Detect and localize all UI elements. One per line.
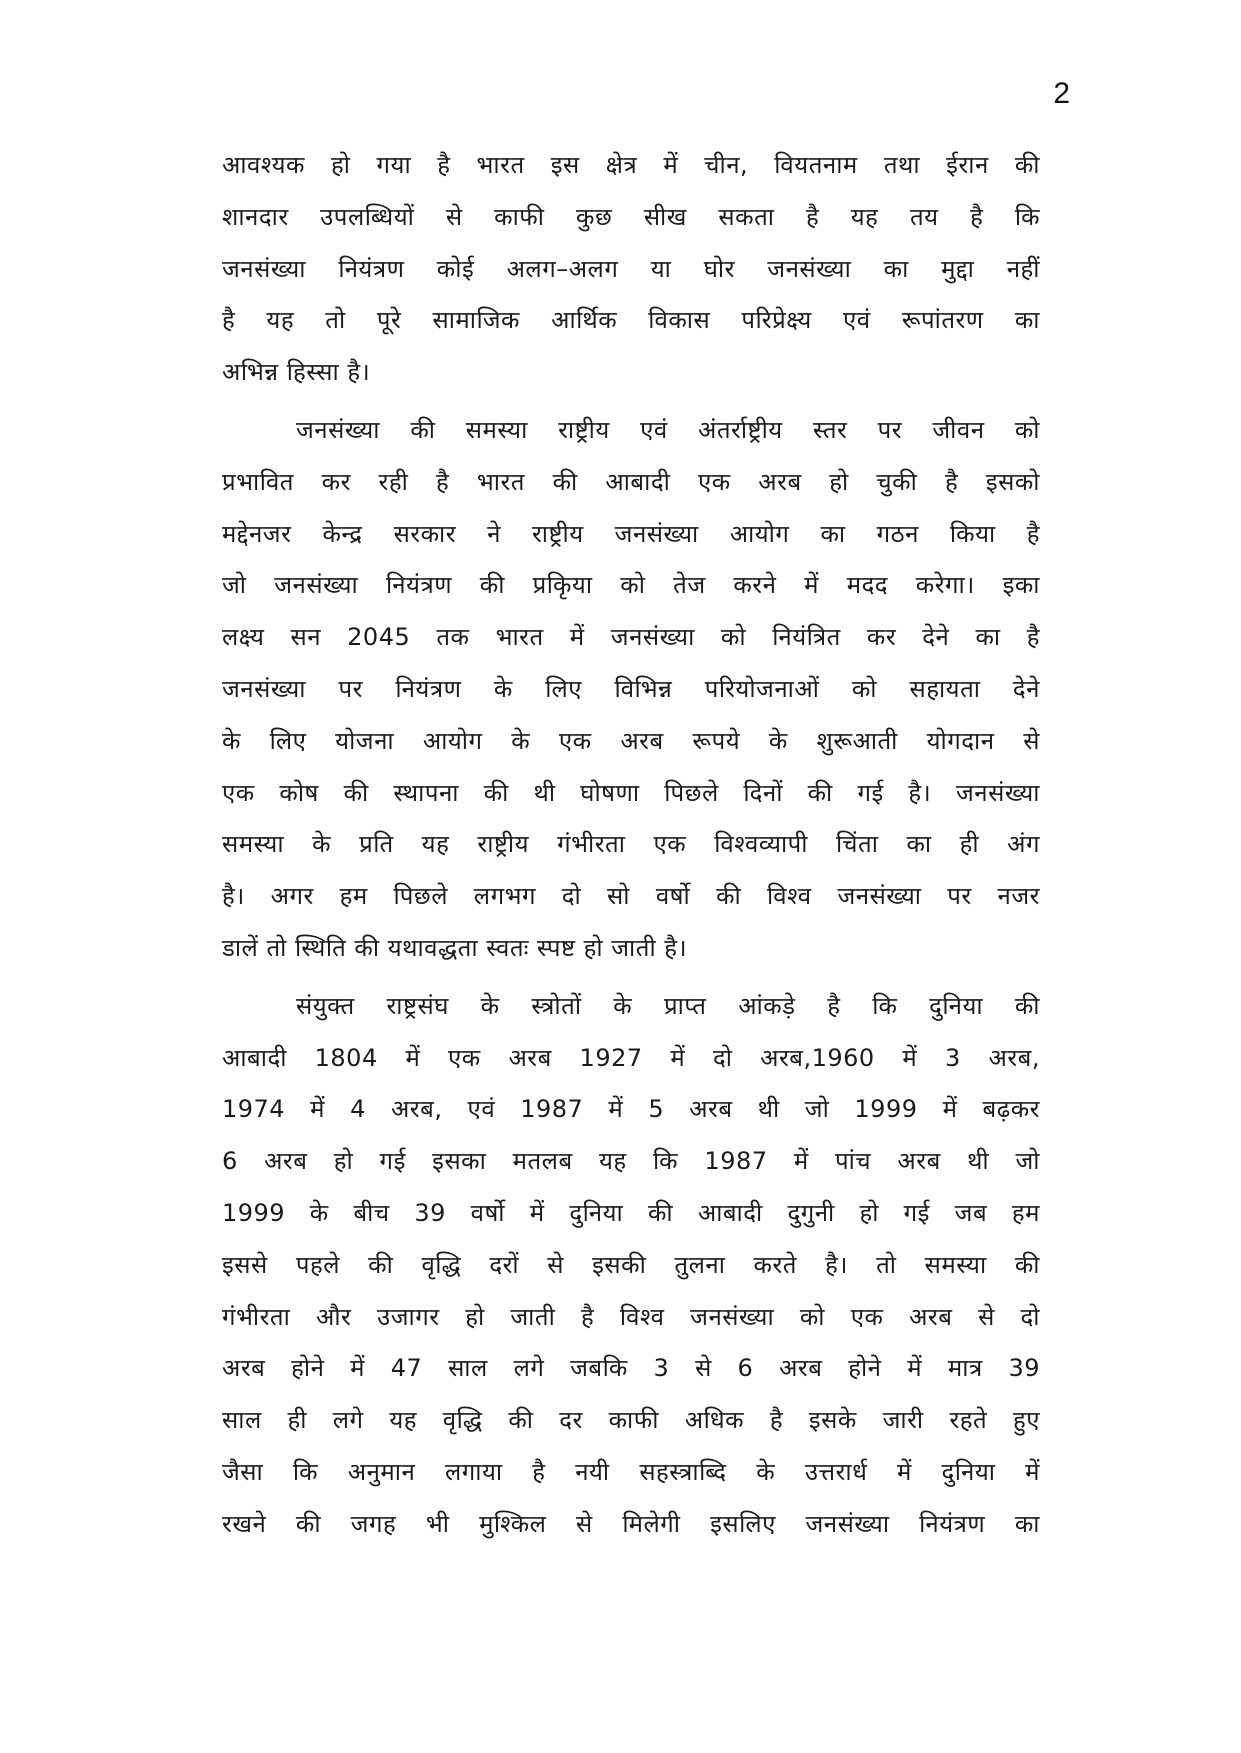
text-line: जैसा कि अनुमान लगाया है नयी सहस्त्राब्दि के उत्तरार्ध में दुनिया में [222,1457,1040,1486]
text-line: डालें तो स्थिति की यथावद्धता स्वतः स्पष्ट हो जाती है। [222,933,688,962]
text-line: 1974 में 4 अरब, एवं 1987 में 5 अरब थी जो 1999 में बढ़कर [222,1095,1040,1124]
text-line: अभिन्न हिस्सा है। [222,358,371,387]
body-text [222,140,1040,1551]
page-number: 2 [1053,77,1070,110]
text-line: जनसंख्या की समस्या राष्ट्रीय एवं अंतर्राष्ट्रीय स्तर पर जीवन को [296,415,1040,444]
paragraph-1 [222,140,1040,399]
text-line: जनसंख्या नियंत्रण कोई अलग–अलग या घोर जनसंख्या का मुद्दा नहीं [222,254,1040,283]
text-line: संयुक्त राष्ट्रसंघ के स्त्रोतों के प्राप्त आंकड़े है कि दुनिया की [296,991,1040,1020]
text-line: 6 अरब हो गई इसका मतलब यह कि 1987 में पांच अरब थी जो [222,1147,1040,1176]
text-line: एक कोष की स्थापना की थी घोषणा पिछले दिनों की गई है। जनसंख्या [222,778,1040,807]
text-line: जो जनसंख्या नियंत्रण की प्रकिृया को तेज करने में मदद करेगा। इका [222,571,1040,600]
text-line: प्रभावित कर रही है भारत की आबादी एक अरब हो चुकी है इसको [222,467,1040,496]
text-line: जनसंख्या पर नियंत्रण के लिए विभिन्न परियोजनाओं को सहायता देने [222,674,1040,703]
text-line: समस्या के प्रति यह राष्ट्रीय गंभीरता एक विश्वव्यापी चिंता का ही अंग [222,830,1040,859]
text-line: गंभीरता और उजागर हो जाती है विश्व जनसंख्या को एक अरब से दो [222,1302,1040,1331]
text-line: रखने की जगह भी मुश्किल से मिलेगी इसलिए जनसंख्या नियंत्रण का [222,1509,1040,1538]
paragraph-2 [222,405,1040,975]
text-line: के लिए योजना आयोग के एक अरब रूपये के शुरूआती योगदान से [222,726,1040,755]
text-line: शानदार उपलब्धियों से काफी कुछ सीख सकता है यह तय है कि [222,202,1040,231]
text-line: इससे पहले की वृद्धि दरों से इसकी तुलना करते है। तो समस्या की [222,1250,1040,1279]
text-line: 1999 के बीच 39 वर्षो में दुनिया की आबादी दुगुनी हो गई जब हम [222,1198,1040,1227]
text-line: मद्देनजर केन्द्र सरकार ने राष्ट्रीय जनसंख्या आयोग का गठन किया है [222,519,1040,548]
text-line: लक्ष्य सन 2045 तक भारत में जनसंख्या को नियंत्रित कर देने का है [222,623,1040,652]
text-line: आवश्यक हो गया है भारत इस क्षेत्र में चीन, वियतनाम तथा ईरान की [222,151,1040,179]
text-line: साल ही लगे यह वृद्धि की दर काफी अधिक है इसके जारी रहते हुए [222,1406,1040,1435]
text-line: आबादी 1804 में एक अरब 1927 में दो अरब,1960 में 3 अरब, [222,1043,1040,1072]
paragraph-3 [222,981,1040,1551]
text-line: है यह तो पूरे सामाजिक आर्थिक विकास परिप्रेक्ष्य एवं रूपांतरण का [222,306,1040,335]
text-line: अरब होने में 47 साल लगे जबकि 3 से 6 अरब होने में मात्र 39 [222,1354,1040,1383]
text-line: है। अगर हम पिछले लगभग दो सो वर्षो की विश्व जनसंख्या पर नजर [222,882,1040,911]
